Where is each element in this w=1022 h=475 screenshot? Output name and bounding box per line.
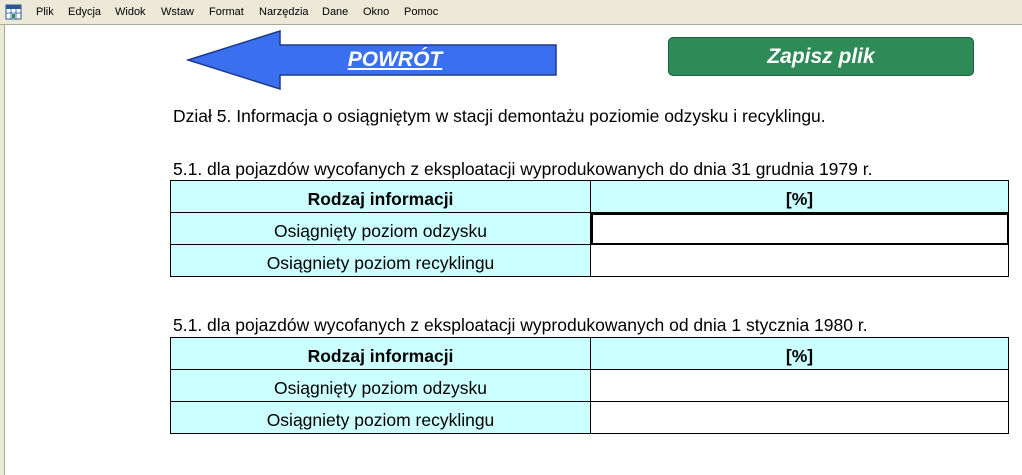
table-2 [170, 337, 1009, 434]
menu-item-format[interactable]: Format [209, 6, 244, 18]
section-title: Dział 5. Informacja o osiągniętym w stacji demontażu poziomie odzysku i recyklingu. [173, 106, 826, 126]
menu-item-plik[interactable]: Plik [36, 6, 54, 18]
table-2-header-col1[interactable]: Rodzaj informacji [171, 338, 591, 370]
menu-item-narzedzia[interactable]: Narzędzia [259, 6, 309, 18]
table-row [171, 245, 1009, 277]
table-row [171, 402, 1009, 434]
table-row [171, 370, 1009, 402]
table-row [171, 338, 1009, 370]
table-2-row-2-label[interactable]: Osiągniety poziom recyklingu [171, 402, 591, 434]
table-1-row-1-label[interactable]: Osiągnięty poziom odzysku [171, 213, 591, 245]
spreadsheet-app-icon[interactable] [5, 4, 22, 20]
table-1-row-2-label[interactable]: Osiągniety poziom recyklingu [171, 245, 591, 277]
table-1-row-1-value-cell[interactable] [591, 213, 1009, 245]
table-2-row-2-value-cell[interactable] [591, 402, 1009, 434]
table-1-header-col2[interactable]: [%] [591, 181, 1009, 213]
table-2-header-col2[interactable]: [%] [591, 338, 1009, 370]
table-2-row-1-value-cell[interactable] [591, 370, 1009, 402]
table-2-caption: 5.1. dla pojazdów wycofanych z eksploatacji wyprodukowanych od dnia 1 stycznia 1980 r. [173, 315, 868, 335]
menu-bar [0, 0, 1022, 25]
menu-item-wstaw[interactable]: Wstaw [161, 6, 194, 18]
save-file-button[interactable]: Zapisz plik [668, 37, 974, 76]
menu-item-okno[interactable]: Okno [363, 6, 390, 18]
menu-item-pomoc[interactable]: Pomoc [404, 6, 439, 18]
sheet-left-edge [0, 25, 5, 475]
back-button[interactable]: POWRÓT [347, 48, 443, 71]
table-1-row-2-value-cell[interactable] [591, 245, 1009, 277]
table-1 [170, 180, 1009, 277]
table-1-header-col1[interactable]: Rodzaj informacji [171, 181, 591, 213]
table-1-caption: 5.1. dla pojazdów wycofanych z eksploatacji wyprodukowanych do dnia 31 grudnia 1979 r. [173, 159, 873, 179]
menu-item-widok[interactable]: Widok [115, 6, 146, 18]
table-row [171, 181, 1009, 213]
table-row [171, 213, 1009, 245]
menu-item-dane[interactable]: Dane [322, 6, 349, 18]
table-2-row-1-label[interactable]: Osiągnięty poziom odzysku [171, 370, 591, 402]
menu-item-edycja[interactable]: Edycja [68, 6, 102, 18]
